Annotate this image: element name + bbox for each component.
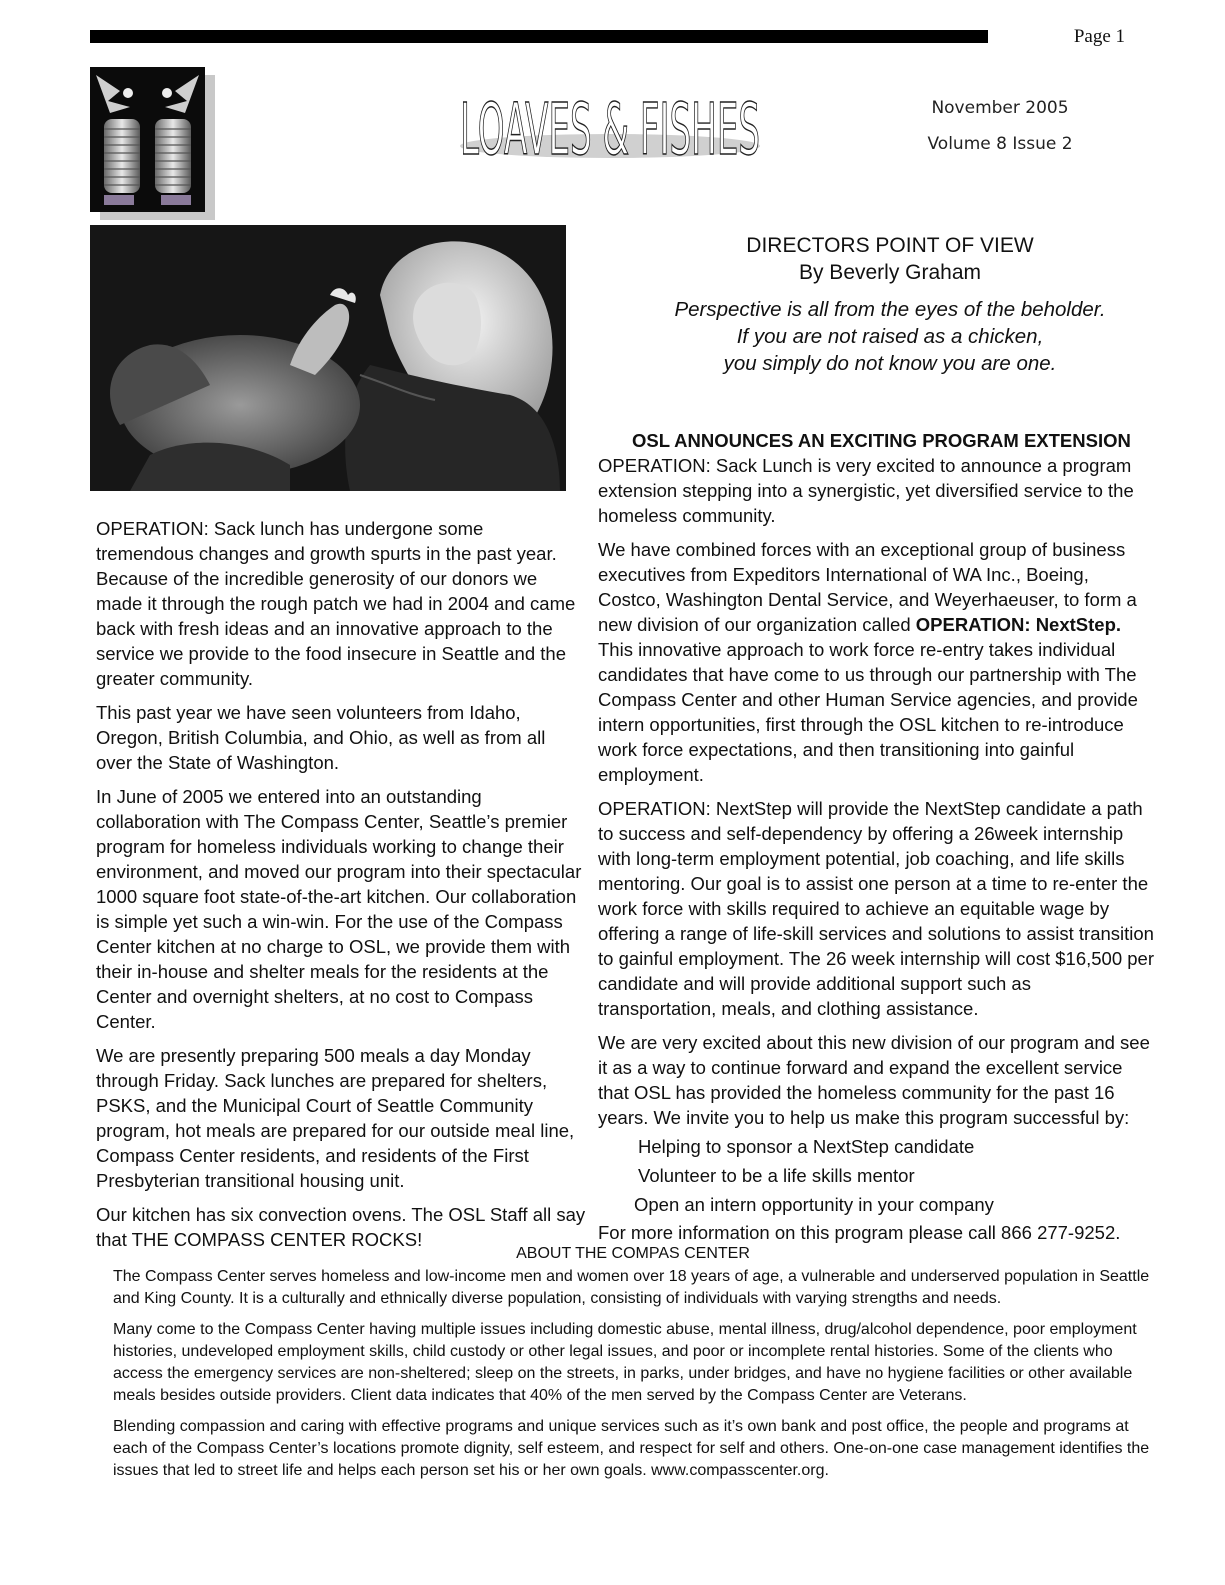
- right-paragraph-text: We have combined forces with an exceptional group of business executives from Expeditors International of WA Inc., Boeing, Costco, Washington Dental Service, and Weyerhaeuser, to form a new division of our organization called: [598, 539, 1137, 635]
- directors-section: [640, 232, 1140, 377]
- directors-title: DIRECTORS POINT OF VIEW: [746, 234, 1034, 257]
- about-paragraph: The Compass Center serves homeless and low-income men and women over 18 years of age, a vulnerable and underserved population in Seattle and King County. It is a culturally and ethnically diverse population, consisting of individuals with varying strengths and needs.: [113, 1268, 1150, 1307]
- left-paragraph: Our kitchen has six convection ovens. The OSL Staff all say that THE COMPASS CENTER ROCKS!: [96, 1204, 586, 1250]
- directors-byline: By Beverly Graham: [798, 261, 982, 284]
- quote-line: Perspective is all from the eyes of the beholder.: [674, 298, 1106, 321]
- about-title: ABOUT THE COMPAS CENTER: [516, 1245, 750, 1262]
- article-heading: OSL ANNOUNCES AN EXCITING PROGRAM EXTENSION: [632, 430, 1131, 451]
- list-item: Volunteer to be a life skills mentor: [638, 1165, 915, 1186]
- about-paragraph: Blending compassion and caring with effective programs and unique services such as it’s own bank and post office, the people and programs at each of the Compass Center’s locations promote dignity, self esteem, and respect for self and others. One-on-one case management identifies the issues that led to street life and helps each person set his or her own goals. www.compasscenter.org.: [113, 1418, 1150, 1479]
- right-paragraph: [598, 537, 1154, 787]
- left-paragraph: This past year we have seen volunteers from Idaho, Oregon, British Columbia, and Ohio, as well as from all over the State of Washington.: [96, 702, 546, 773]
- program-name: OPERATION: NextStep.: [915, 614, 1122, 635]
- right-paragraph-text: This innovative approach to work force re-entry takes individual candidates that have come to us through our partnership with The Compass Center and other Human Service agencies, and provide intern opportunities, first through the OSL kitchen to re-introduce work force expectations, and then transitioning into gainful employment.: [598, 639, 1138, 785]
- right-paragraph: We are very excited about this new division of our program and see it as a way to continue forward and expand the excellent service that OSL has provided the homeless community for the past 16 years. We invite you to help us make this program successful by:: [598, 1032, 1150, 1128]
- newsletter-logo: [90, 67, 205, 212]
- quote-line: If you are not raised as a chicken,: [736, 325, 1044, 348]
- directors-quote: [640, 296, 1140, 377]
- quote-line: you simply do not know you are one.: [723, 352, 1057, 375]
- masthead-title: [430, 66, 790, 166]
- left-column-article: [96, 516, 586, 1261]
- left-paragraph: In June of 2005 we entered into an outstanding collaboration with The Compass Center, Seattle’s premier program for homeless individuals working to change their environment, and moved our program into their spectacular 1000 square foot state-of-the-art kitchen. Our collaboration is simple yet such a win-win. For the use of the Compass Center kitchen at no charge to OSL, we provide them with their in-house and shelter meals for the residents at the Center and overnight shelters, at no cost to Compass Center.: [96, 786, 582, 1032]
- left-paragraph: We are presently preparing 500 meals a day Monday through Friday. Sack lunches are prepared for shelters, PSKS, and the Municipal Court of Seattle Community program, hot meals are prepared for our outside meal line, Compass Center residents, and residents of the First Presbyterian transitional housing unit.: [96, 1045, 575, 1191]
- contact-line: For more information on this program please call 866 277-9252.: [598, 1222, 1121, 1243]
- list-item: Helping to sponsor a NextStep candidate: [638, 1136, 975, 1157]
- header-rule: [90, 30, 988, 43]
- help-list: [598, 1132, 1154, 1219]
- about-section: [113, 1243, 1153, 1491]
- right-paragraph: OPERATION: Sack Lunch is very excited to announce a program extension stepping into a synergistic, yet diversified service to the homeless community.: [598, 455, 1134, 526]
- issue-volume: Volume 8 Issue 2: [927, 134, 1073, 154]
- issue-info: [905, 90, 1095, 162]
- page-number: Page 1: [1073, 26, 1125, 47]
- issue-date: November 2005: [931, 98, 1069, 118]
- right-paragraph: OPERATION: NextStep will provide the NextStep candidate a path to success and self-dependency by offering a 26week internship with long-term employment potential, job coaching, and life skills mentoring. Our goal is to assist one person at a time to re-enter the work force with skills required to achieve an equitable wage by offering a range of life-skill services and solutions to assist transition to gainful employment. The 26 week internship will cost $16,500 per candidate and will provide additional support such as transportation, meals, and clothing assistance.: [598, 798, 1155, 1019]
- about-paragraph: Many come to the Compass Center having multiple issues including domestic abuse, mental illness, drug/alcohol dependence, poor employment histories, undeveloped employment skills, child custody or other legal issues, and poor or incomplete rental histories. Some of the clients who access the emergency services are non-sheltered; sleep on the streets, in parks, under bridges, and have no hygiene facilities or other available meals besides outside providers. Client data indicates that 40% of the men served by the Compass Center are Veterans.: [113, 1321, 1137, 1404]
- list-item: Open an intern opportunity in your company: [634, 1194, 994, 1215]
- left-paragraph: OPERATION: Sack lunch has undergone some tremendous changes and growth spurts in the past year. Because of the incredible generosity of our donors we made it through the rough patch we had in 2004 and came back with fresh ideas and an innovative approach to the service we provide to the food insecure in Seattle and the greater community.: [96, 518, 576, 689]
- masthead-text: LOAVES & FISHES: [460, 88, 760, 166]
- photo-woman-with-rooster: [90, 225, 566, 491]
- right-column-article: [598, 428, 1154, 1246]
